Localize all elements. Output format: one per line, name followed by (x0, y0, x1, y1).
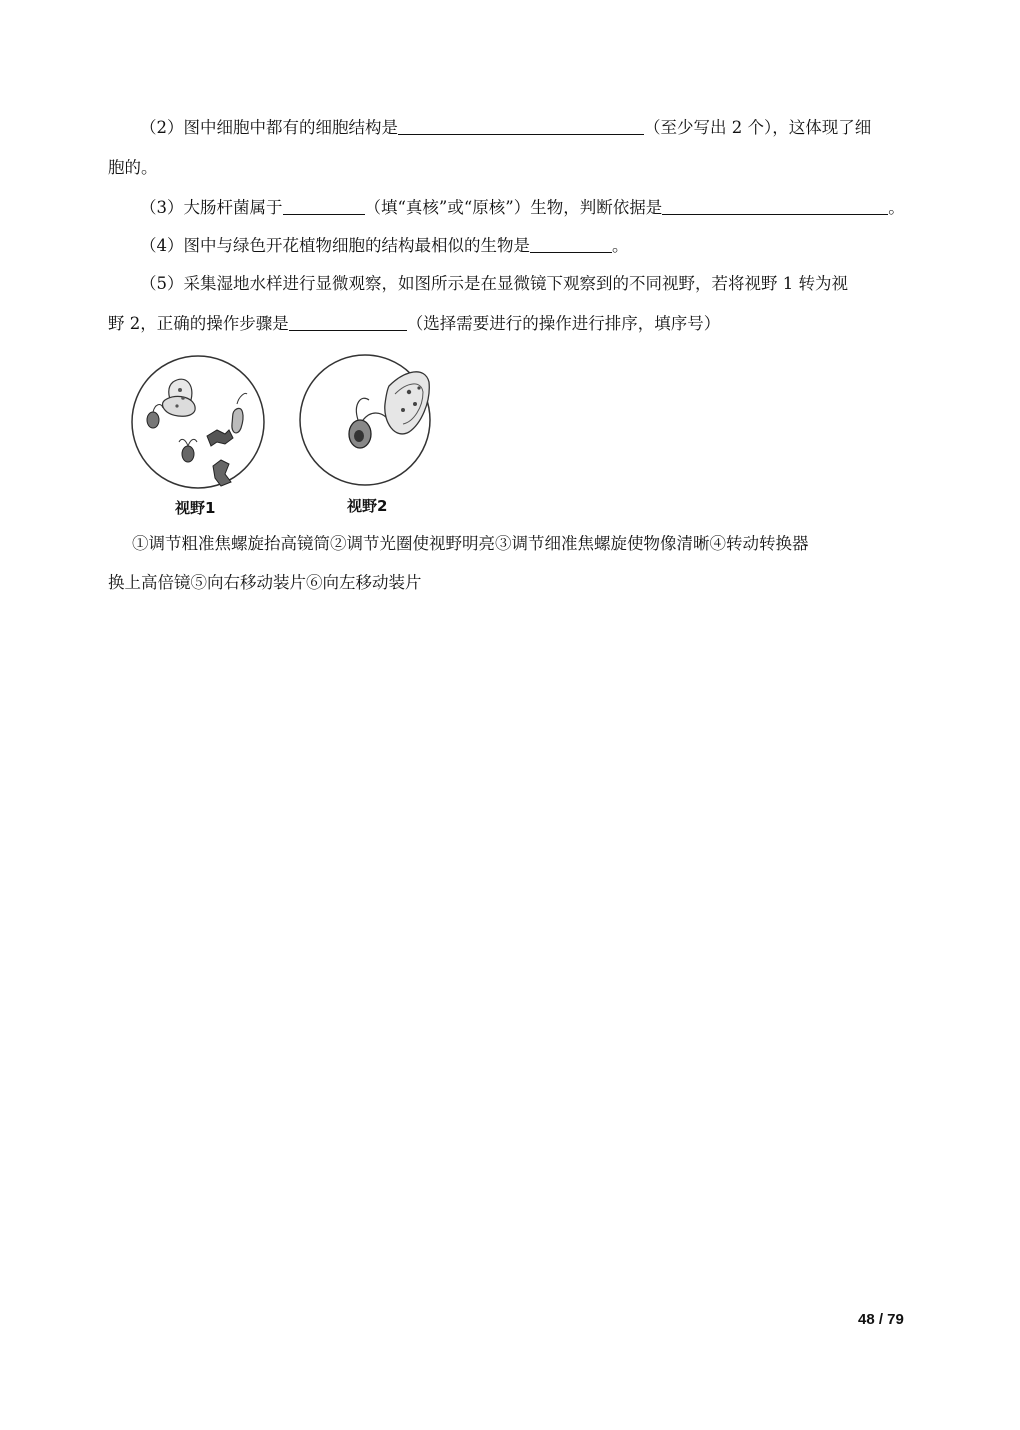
q3-text-3: 。 (888, 198, 905, 217)
microscope-figure (125, 352, 445, 522)
q2-text-2: （至少写出 2 个），这体现了细 (644, 118, 872, 137)
q4-text-1: （4）图中与绿色开花植物细胞的结构最相似的生物是 (140, 236, 530, 255)
field-2-label: 视野2 (347, 497, 388, 515)
question-2-line-1 (140, 116, 913, 140)
field-of-view-2 (300, 355, 430, 485)
field-of-view-1 (132, 356, 264, 488)
page-number: 48 / 79 (858, 1311, 904, 1328)
q5-text-1: （5）采集湿地水样进行显微观察，如图所示是在显微镜下观察到的不同视野，若将视野 1 转为视 (140, 274, 848, 293)
options-text-2: 换上高倍镜⑤向右移动装片⑥向左移动装片 (108, 573, 422, 592)
q3-answer-blank-1[interactable] (283, 198, 365, 215)
q3-text-1: （3）大肠杆菌属于 (140, 198, 283, 217)
question-2-line-2 (108, 156, 913, 180)
q5-text-2: 野 2，正确的操作步骤是 (108, 314, 289, 333)
q4-answer-blank[interactable] (530, 236, 612, 253)
options-line-2 (108, 571, 913, 595)
field-1-label: 视野1 (175, 499, 216, 517)
q5-answer-blank[interactable] (289, 314, 407, 331)
q2-text-3: 胞的。 (108, 158, 158, 177)
question-3-line (140, 196, 913, 220)
question-4-line (140, 234, 913, 258)
q5-text-3: （选择需要进行的操作进行排序，填序号） (406, 314, 721, 333)
microscope-fields-illustration (125, 352, 445, 522)
q2-answer-blank[interactable] (398, 118, 644, 135)
options-line-1 (132, 532, 913, 556)
question-5-line-1 (140, 272, 913, 296)
options-text-1: ①调节粗准焦螺旋抬高镜筒②调节光圈使视野明亮③调节细准焦螺旋使物像清晰④转动转换器 (132, 534, 809, 553)
q2-text-1: （2）图中细胞中都有的细胞结构是 (140, 118, 398, 137)
q4-text-2: 。 (612, 236, 629, 255)
q3-answer-blank-2[interactable] (662, 198, 888, 215)
q3-text-2: （填“真核”或“原核”）生物，判断依据是 (364, 198, 663, 217)
question-5-line-2 (108, 312, 913, 336)
